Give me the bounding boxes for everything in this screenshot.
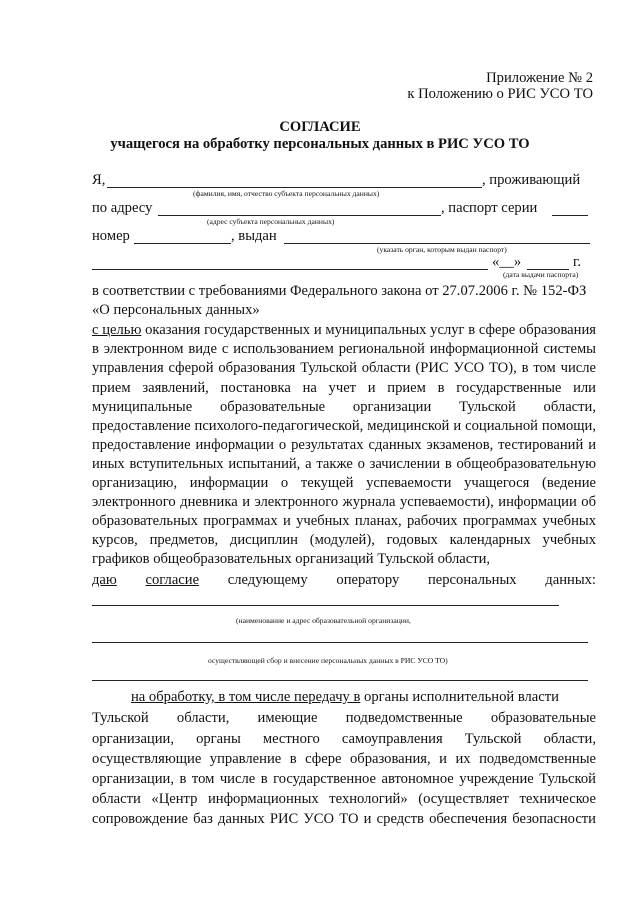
issuer-line[interactable] — [284, 243, 590, 244]
purpose-line-1 — [92, 322, 596, 339]
issuer-continuation-line[interactable] — [92, 269, 488, 270]
date-caption: (дата выдачи паспорта) — [503, 270, 579, 279]
number-label: номер — [92, 228, 130, 244]
consent-line — [92, 572, 596, 589]
purpose-line-1-rest: оказания государственных и муниципальных услуг в сфере образования — [141, 322, 596, 338]
operator-caption-2: осуществляющей сбор и внесение персональных данных в РИС УСО ТО) — [208, 656, 448, 665]
processing-line-1-rest: органы исполнительной власти — [360, 689, 559, 705]
issue-date-day: «__» — [492, 254, 522, 270]
processing-line-1 — [131, 689, 559, 706]
body-line: курсов, предметов, дисциплин (модулей), годовых календарных учебных — [92, 532, 596, 548]
residing-label: , проживающий — [482, 172, 581, 188]
passport-series-line[interactable] — [552, 215, 588, 216]
body-line: предоставление информации о результатах сданных экзаменов, тестирований и — [92, 437, 596, 453]
address-caption: (адрес субъекта персональных данных) — [207, 217, 335, 226]
law-reference-line1: в соответствии с требованиями Федерального закона от 27.07.2006 г. № 152-ФЗ — [92, 283, 587, 299]
fio-line[interactable] — [107, 187, 482, 188]
issuer-caption: (указать орган, которым выдан паспорт) — [377, 245, 507, 254]
body-line: осуществляющие управление в сфере образования, и их подведомственные — [92, 751, 596, 767]
passport-series-label: , паспорт серии — [441, 200, 538, 216]
body-line: организации, в том числе в государственное автономное учреждение Тульской — [92, 771, 596, 787]
address-line[interactable] — [158, 215, 441, 216]
body-line: Тульской области, имеющие подведомственные образовательные — [92, 710, 596, 726]
consent-word: следующему — [227, 572, 308, 588]
purpose-underlined: с целью — [92, 322, 142, 338]
body-line: в электронном виде с использованием региональной информационной системы — [92, 341, 596, 357]
operator-line-1[interactable] — [92, 605, 559, 606]
address-label: по адресу — [92, 200, 153, 216]
body-line: управления сферой образования Тульской области (РИС УСО ТО), в том числе — [92, 360, 596, 376]
i-label: Я, — [92, 172, 106, 188]
body-line: муниципальные образовательные организации Тульской области, — [92, 399, 596, 415]
body-line: электронного дневника и электронного журнала успеваемости), информации об — [92, 494, 596, 510]
document-title: СОГЛАСИЕ — [279, 119, 361, 135]
law-reference-line2: «О персональных данных» — [92, 302, 260, 318]
body-line: сопровождение баз данных РИС УСО ТО и средств обеспечения безопасности — [92, 811, 596, 827]
body-line-last: графиков общеобразовательных организаций Тульской области, — [92, 551, 491, 567]
body-line: прием заявлений, постановка на учет и прием в государственные или — [92, 380, 596, 396]
consent-word-give: даю — [92, 572, 117, 588]
issued-label: , выдан — [231, 228, 277, 244]
consent-word: персональных — [427, 572, 517, 588]
body-line: организации, органы местного самоуправления Тульской области, — [92, 731, 596, 747]
consent-word: данных: — [545, 572, 596, 588]
passport-number-line[interactable] — [134, 243, 231, 244]
body-line: иных вступительных испытаний, а также о зачислении в общеобразовательную — [92, 456, 596, 472]
operator-line-3[interactable] — [92, 680, 588, 681]
body-line: организацию, информации о текущей успеваемости учащегося (ведение — [92, 475, 596, 491]
document-subtitle: учащегося на обработку персональных данных в РИС УСО ТО — [110, 136, 530, 152]
operator-caption-1: (наименование и адрес образовательной организации, — [236, 616, 411, 625]
operator-line-2[interactable] — [92, 642, 588, 643]
processing-underlined: на обработку, в том числе передачу в — [131, 689, 361, 705]
consent-word-consent: согласие — [145, 572, 200, 588]
consent-word: оператору — [336, 572, 400, 588]
body-line: предоставление психолого-педагогической, медицинской и социальной помощи, — [92, 418, 596, 434]
fio-caption: (фамилия, имя, отчество субъекта персональных данных) — [193, 189, 380, 198]
body-line: образовательных программах и учебных планах, рабочих программах учебных — [92, 513, 596, 529]
appendix-number: Приложение № 2 — [486, 70, 593, 86]
year-suffix: г. — [573, 254, 581, 270]
body-line: области «Центр информационных технологий» (осуществляет техническое — [92, 791, 596, 807]
regulation-reference: к Положению о РИС УСО ТО — [407, 86, 593, 102]
